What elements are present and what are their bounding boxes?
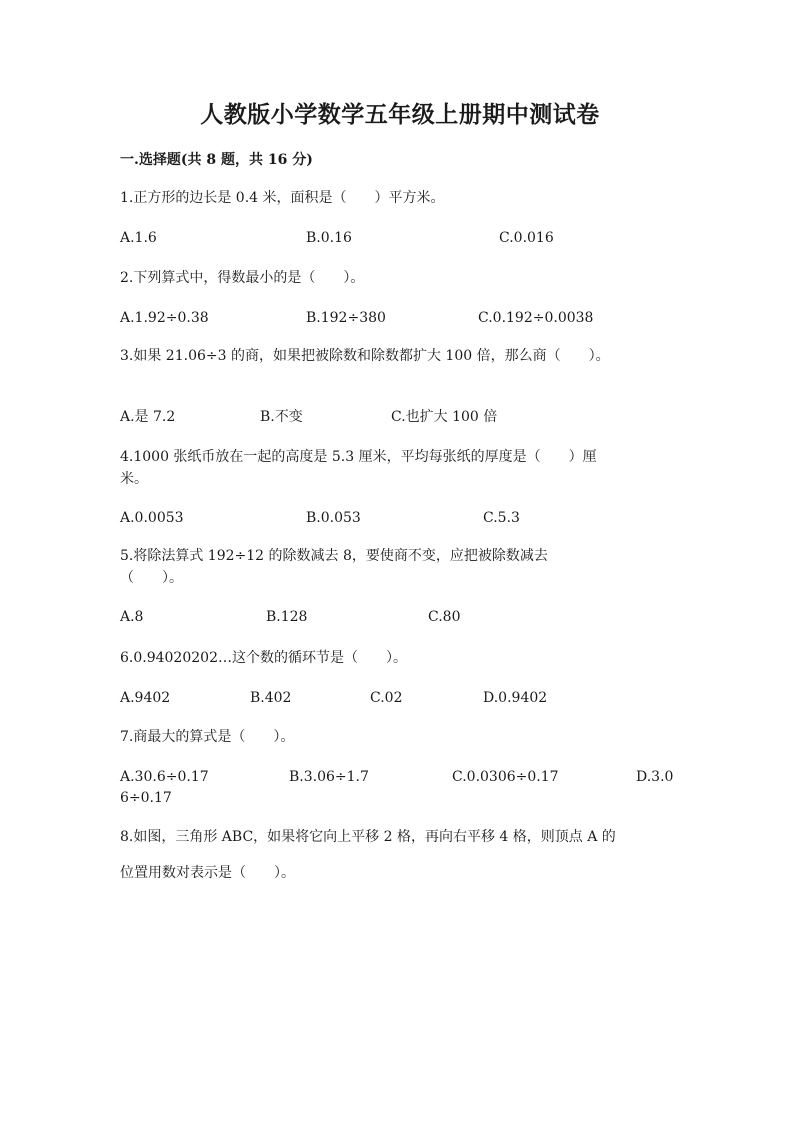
option-c: C.80	[428, 609, 461, 625]
option-b: B.0.053	[306, 510, 361, 526]
question-stem: 5.将除法算式 192÷12 的除数减去 8，要使商不变，应把被除数减去	[120, 548, 548, 564]
option-b: B.128	[266, 609, 308, 625]
question-stem-continued: 米。	[120, 471, 148, 487]
question-stem: 1.正方形的边长是 0.4 米，面积是（ ）平方米。	[120, 190, 445, 206]
option-c: C.5.3	[483, 510, 520, 526]
question-stem: 4.1000 张纸币放在一起的高度是 5.3 厘米，平均每张纸的厚度是（ ）厘	[120, 449, 597, 465]
option-b: B.402	[250, 690, 292, 706]
option-c: C.也扩大 100 倍	[391, 409, 498, 425]
section-heading: 一.选择题(共 8 题，共 16 分)	[120, 152, 313, 168]
option-b: B.192÷380	[306, 310, 386, 326]
exam-title: 人教版小学数学五年级上册期中测试卷	[200, 101, 600, 128]
question-stem-continued: 位置用数对表示是（ ）。	[120, 865, 295, 881]
option-d: D.0.9402	[483, 690, 548, 706]
option-b: B.0.16	[306, 230, 352, 246]
question-stem: 2.下列算式中，得数最小的是（ ）。	[120, 270, 365, 286]
option-b: B.3.06÷1.7	[289, 769, 369, 785]
option-c: C.0.0306÷0.17	[452, 769, 559, 785]
option-a: A.8	[120, 609, 144, 625]
option-a: A.9402	[120, 690, 171, 706]
option-d-continued: 6÷0.17	[120, 790, 172, 806]
option-d: D.3.0	[636, 769, 674, 785]
question-stem: 6.0.94020202…这个数的循环节是（ ）。	[120, 650, 407, 666]
option-b: B.不变	[260, 409, 303, 425]
option-a: A.是 7.2	[120, 409, 176, 425]
option-a: A.0.0053	[120, 510, 184, 526]
option-a: A.30.6÷0.17	[120, 769, 209, 785]
question-stem-continued: （ ）。	[120, 570, 183, 586]
question-stem: 7.商最大的算式是（ ）。	[120, 729, 295, 745]
option-c: C.02	[370, 690, 403, 706]
option-a: A.1.92÷0.38	[120, 310, 209, 326]
question-stem: 3.如果 21.06÷3 的商，如果把被除数和除数都扩大 100 倍，那么商（ ）。	[120, 348, 610, 364]
option-a: A.1.6	[120, 230, 157, 246]
option-c: C.0.192÷0.0038	[478, 310, 594, 326]
option-c: C.0.016	[499, 230, 554, 246]
question-stem: 8.如图，三角形 ABC，如果将它向上平移 2 格，再向右平移 4 格，则顶点 A 的	[120, 829, 616, 845]
